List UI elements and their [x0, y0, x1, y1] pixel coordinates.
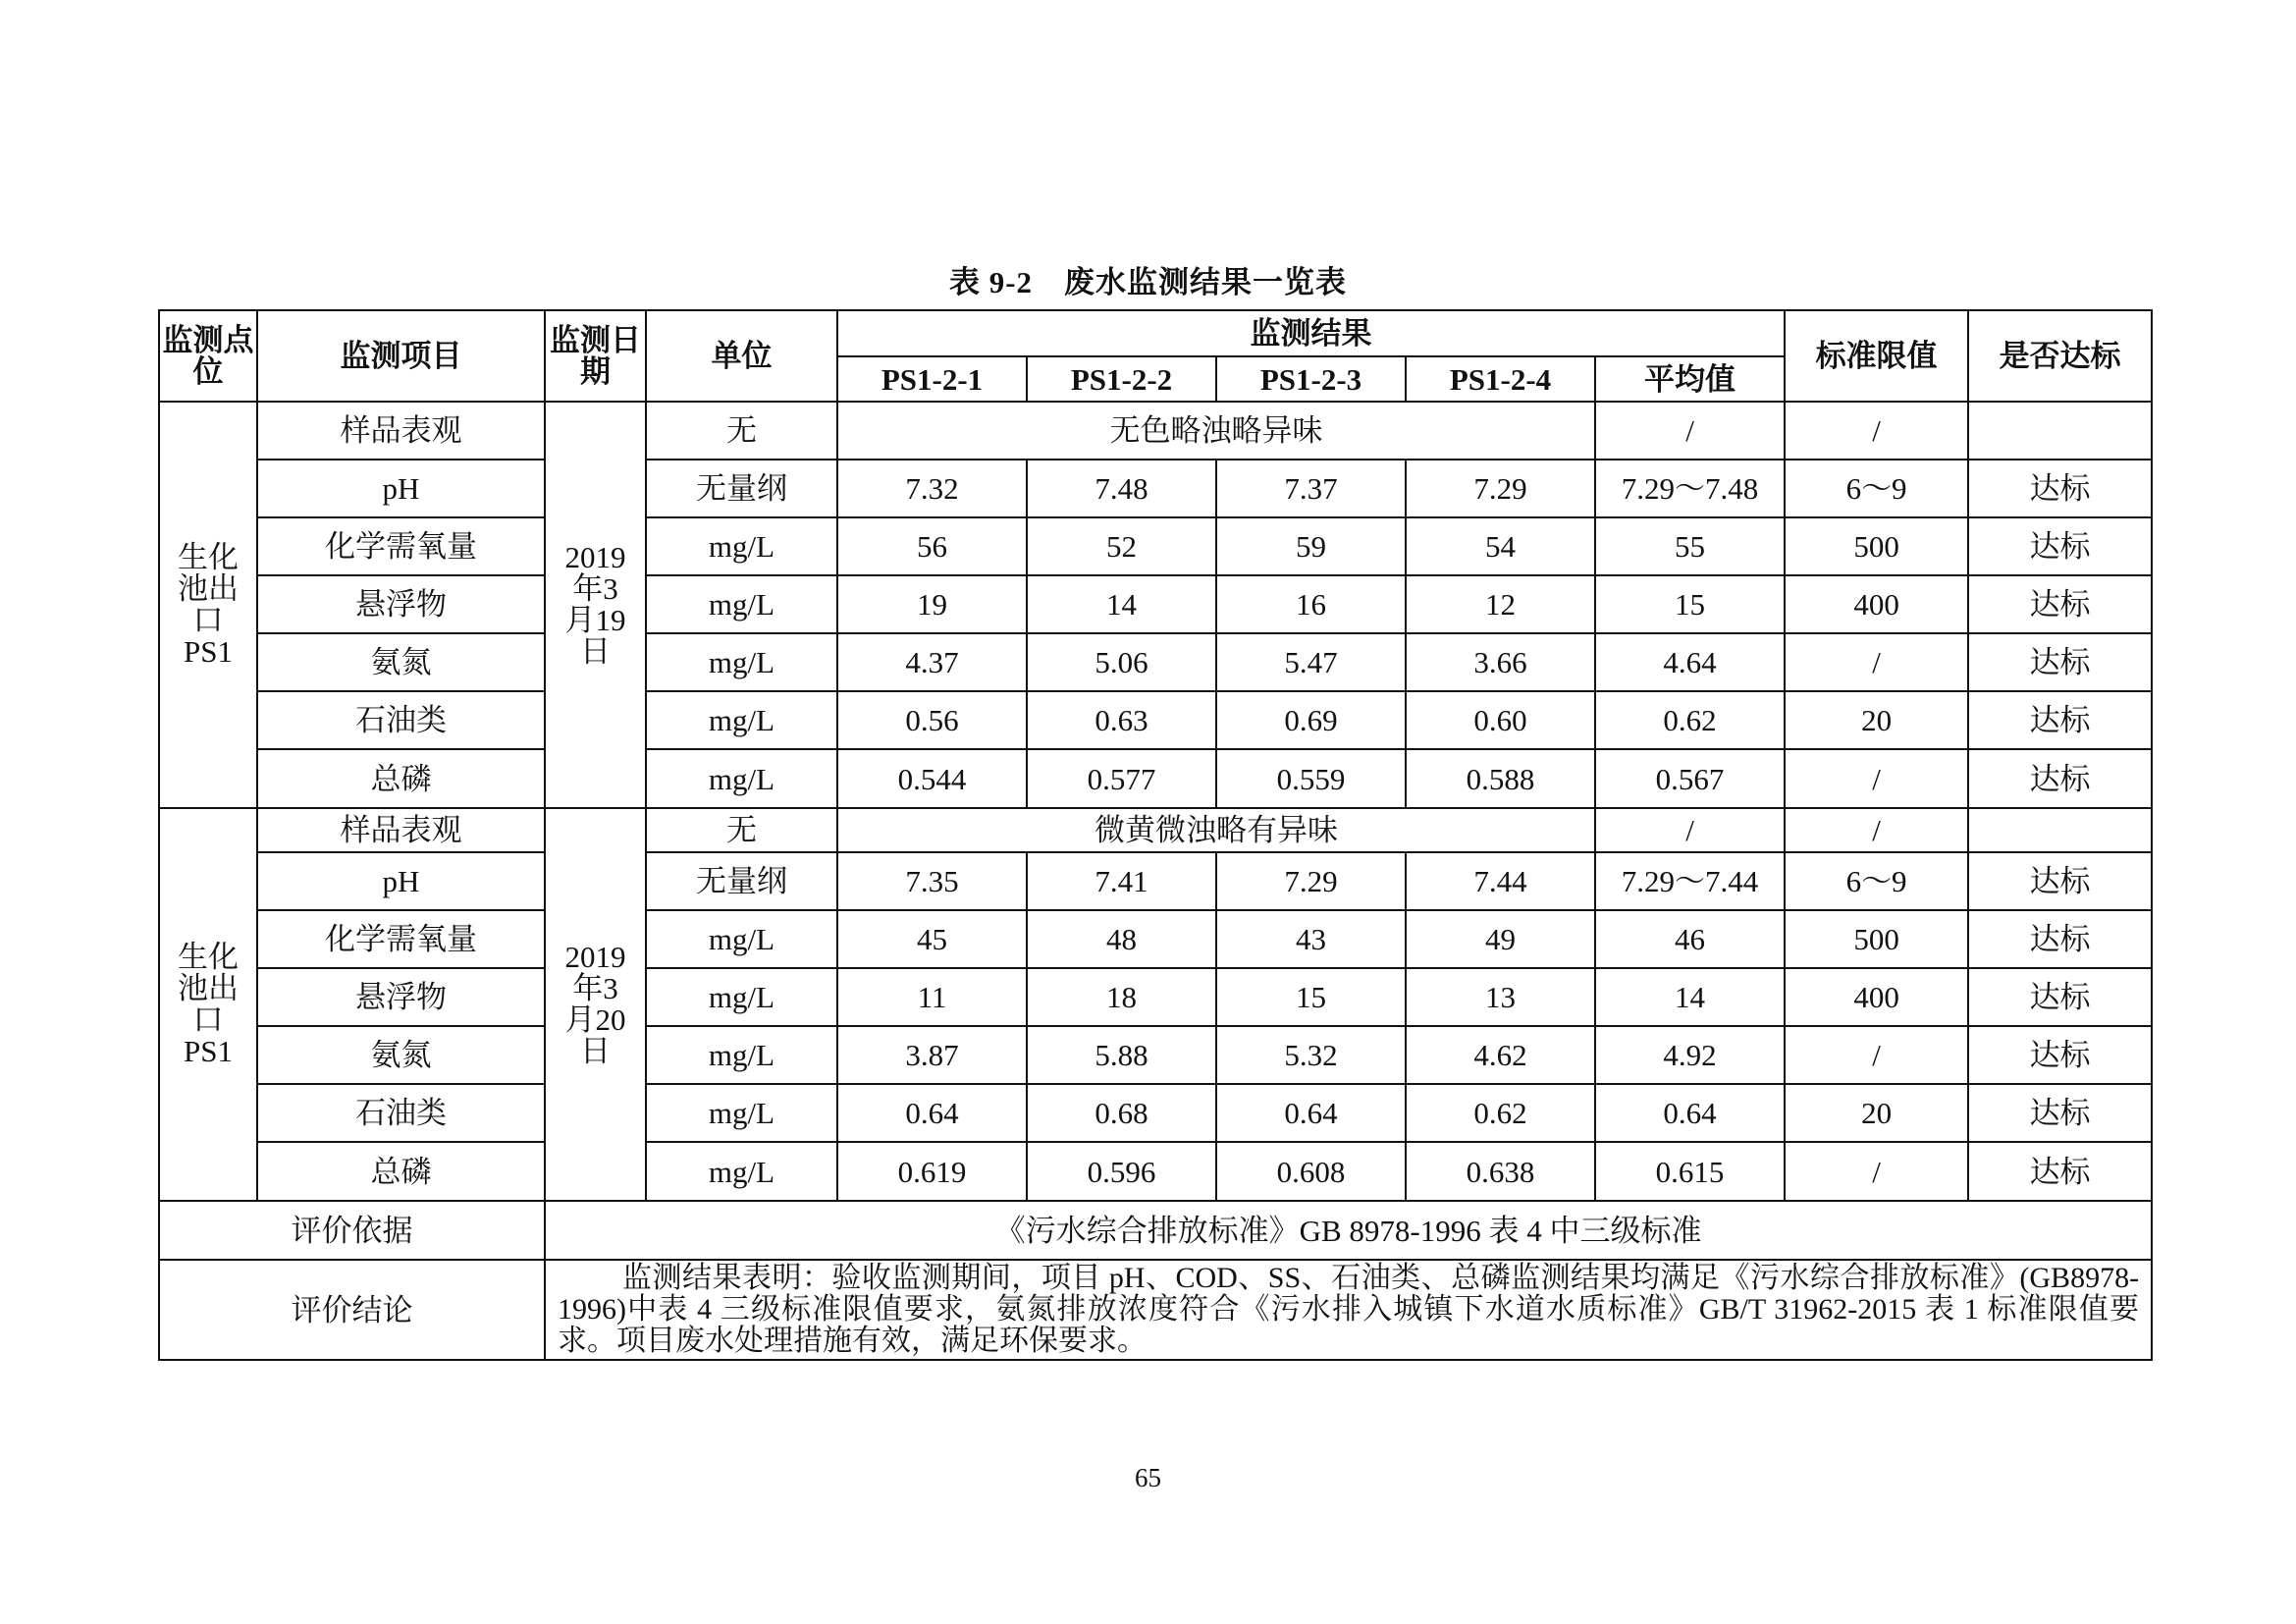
average-cell: /	[1595, 808, 1785, 852]
value-cell: 7.41	[1027, 852, 1216, 910]
compliance-cell	[1968, 402, 2152, 460]
unit-cell: mg/L	[646, 968, 837, 1026]
value-cell: 14	[1027, 575, 1216, 633]
limit-cell: /	[1785, 1142, 1968, 1201]
limit-cell: 500	[1785, 517, 1968, 575]
header-limit: 标准限值	[1785, 310, 1968, 402]
table-row	[159, 1084, 2152, 1142]
average-cell: 0.567	[1595, 749, 1785, 808]
value-cell: 0.559	[1216, 749, 1406, 808]
average-cell: /	[1595, 402, 1785, 460]
monitoring-point-cell: 生化池出口PS1	[159, 808, 257, 1201]
table-row	[159, 691, 2152, 749]
appearance-cell: 微黄微浊略有异味	[837, 808, 1595, 852]
table-row	[159, 517, 2152, 575]
unit-cell: mg/L	[646, 633, 837, 691]
compliance-cell: 达标	[1968, 1142, 2152, 1201]
compliance-cell: 达标	[1968, 460, 2152, 517]
item-cell: pH	[257, 460, 545, 517]
unit-cell: mg/L	[646, 1026, 837, 1084]
item-cell: 氨氮	[257, 633, 545, 691]
header-sample-2: PS1-2-2	[1027, 356, 1216, 402]
value-cell: 52	[1027, 517, 1216, 575]
compliance-cell: 达标	[1968, 1026, 2152, 1084]
value-cell: 0.60	[1406, 691, 1595, 749]
item-cell: 样品表观	[257, 402, 545, 460]
limit-cell: 20	[1785, 1084, 1968, 1142]
page-number: 65	[1135, 1463, 1161, 1492]
value-cell: 3.87	[837, 1026, 1027, 1084]
monitoring-date-cell: 2019年3月19日	[545, 402, 646, 808]
header-average: 平均值	[1595, 356, 1785, 402]
conclusion-row	[159, 1260, 2152, 1360]
limit-cell: /	[1785, 749, 1968, 808]
value-cell: 48	[1027, 910, 1216, 968]
value-cell: 7.44	[1406, 852, 1595, 910]
value-cell: 11	[837, 968, 1027, 1026]
compliance-cell: 达标	[1968, 968, 2152, 1026]
table-body	[159, 310, 2152, 1360]
average-cell: 55	[1595, 517, 1785, 575]
limit-cell: 6～9	[1785, 852, 1968, 910]
value-cell: 54	[1406, 517, 1595, 575]
item-cell: 总磷	[257, 1142, 545, 1201]
unit-cell: mg/L	[646, 1142, 837, 1201]
table-row	[159, 460, 2152, 517]
limit-cell: 400	[1785, 968, 1968, 1026]
unit-cell: 无	[646, 808, 837, 852]
unit-cell: 无量纲	[646, 852, 837, 910]
compliance-cell: 达标	[1968, 749, 2152, 808]
item-cell: 总磷	[257, 749, 545, 808]
value-cell: 49	[1406, 910, 1595, 968]
value-cell: 0.608	[1216, 1142, 1406, 1201]
value-cell: 7.29	[1216, 852, 1406, 910]
limit-cell: /	[1785, 633, 1968, 691]
value-cell: 0.64	[1216, 1084, 1406, 1142]
value-cell: 12	[1406, 575, 1595, 633]
average-cell: 0.62	[1595, 691, 1785, 749]
unit-cell: 无	[646, 402, 837, 460]
header-item: 监测项目	[257, 310, 545, 402]
value-cell: 7.48	[1027, 460, 1216, 517]
value-cell: 0.619	[837, 1142, 1027, 1201]
average-cell: 14	[1595, 968, 1785, 1026]
limit-cell: /	[1785, 1026, 1968, 1084]
monitoring-point-cell: 生化池出口PS1	[159, 402, 257, 808]
header-date: 监测日期	[545, 310, 646, 402]
unit-cell: mg/L	[646, 691, 837, 749]
unit-cell: mg/L	[646, 575, 837, 633]
value-cell: 0.68	[1027, 1084, 1216, 1142]
value-cell: 7.32	[837, 460, 1027, 517]
average-cell: 15	[1595, 575, 1785, 633]
header-sample-3: PS1-2-3	[1216, 356, 1406, 402]
limit-cell: 400	[1785, 575, 1968, 633]
value-cell: 0.64	[837, 1084, 1027, 1142]
value-cell: 0.638	[1406, 1142, 1595, 1201]
header-results: 监测结果	[837, 310, 1785, 356]
table-row	[159, 808, 2152, 852]
table-row	[159, 633, 2152, 691]
unit-cell: mg/L	[646, 749, 837, 808]
table-row	[159, 910, 2152, 968]
value-cell: 56	[837, 517, 1027, 575]
value-cell: 0.596	[1027, 1142, 1216, 1201]
value-cell: 0.62	[1406, 1084, 1595, 1142]
conclusion-cell	[545, 1260, 2152, 1360]
basis-label: 评价依据	[159, 1201, 545, 1260]
compliance-cell: 达标	[1968, 691, 2152, 749]
compliance-cell: 达标	[1968, 517, 2152, 575]
value-cell: 5.06	[1027, 633, 1216, 691]
value-cell: 7.37	[1216, 460, 1406, 517]
compliance-cell: 达标	[1968, 910, 2152, 968]
table-row	[159, 852, 2152, 910]
value-cell: 5.88	[1027, 1026, 1216, 1084]
header-point: 监测点位	[159, 310, 257, 402]
value-cell: 7.35	[837, 852, 1027, 910]
average-cell: 7.29～7.44	[1595, 852, 1785, 910]
item-cell: 样品表观	[257, 808, 545, 852]
value-cell: 0.69	[1216, 691, 1406, 749]
average-cell: 46	[1595, 910, 1785, 968]
header-unit: 单位	[646, 310, 837, 402]
appearance-cell: 无色略浊略异味	[837, 402, 1595, 460]
item-cell: 化学需氧量	[257, 517, 545, 575]
value-cell: 0.544	[837, 749, 1027, 808]
limit-cell: 20	[1785, 691, 1968, 749]
unit-cell: mg/L	[646, 517, 837, 575]
compliance-cell	[1968, 808, 2152, 852]
average-cell: 0.615	[1595, 1142, 1785, 1201]
value-cell: 5.32	[1216, 1026, 1406, 1084]
average-cell: 4.64	[1595, 633, 1785, 691]
value-cell: 13	[1406, 968, 1595, 1026]
limit-cell: /	[1785, 402, 1968, 460]
value-cell: 7.29	[1406, 460, 1595, 517]
unit-cell: mg/L	[646, 910, 837, 968]
average-cell: 7.29～7.48	[1595, 460, 1785, 517]
average-cell: 4.92	[1595, 1026, 1785, 1084]
monitoring-date-cell: 2019年3月20日	[545, 808, 646, 1201]
header-compliance: 是否达标	[1968, 310, 2152, 402]
header-sample-4: PS1-2-4	[1406, 356, 1595, 402]
conclusion-label: 评价结论	[159, 1260, 545, 1360]
conclusion-text: 监测结果表明：验收监测期间，项目 pH、COD、SS、石油类、总磷监测结果均满足《污水综合排放标准》(GB8978-1996)中表 4 三级标准限值要求，氨氮排放浓度符合《污水排入城镇下水道水质标准》GB/T 31962-2015 表 1 标准限值要求。项目废水处理措施有效，满足环保要求。	[558, 1262, 2140, 1357]
value-cell: 0.56	[837, 691, 1027, 749]
compliance-cell: 达标	[1968, 1084, 2152, 1142]
item-cell: 悬浮物	[257, 575, 545, 633]
value-cell: 45	[837, 910, 1027, 968]
value-cell: 5.47	[1216, 633, 1406, 691]
item-cell: 石油类	[257, 691, 545, 749]
value-cell: 0.577	[1027, 749, 1216, 808]
limit-cell: 6～9	[1785, 460, 1968, 517]
value-cell: 4.62	[1406, 1026, 1595, 1084]
item-cell: 化学需氧量	[257, 910, 545, 968]
value-cell: 59	[1216, 517, 1406, 575]
basis-row	[159, 1201, 2152, 1260]
table-row	[159, 575, 2152, 633]
header-row-1	[159, 310, 2152, 356]
compliance-cell: 达标	[1968, 633, 2152, 691]
compliance-cell: 达标	[1968, 575, 2152, 633]
wastewater-results-table	[158, 309, 2153, 1361]
compliance-cell: 达标	[1968, 852, 2152, 910]
value-cell: 19	[837, 575, 1027, 633]
header-sample-1: PS1-2-1	[837, 356, 1027, 402]
limit-cell: /	[1785, 808, 1968, 852]
unit-cell: 无量纲	[646, 460, 837, 517]
unit-cell: mg/L	[646, 1084, 837, 1142]
table-row	[159, 1026, 2152, 1084]
value-cell: 0.588	[1406, 749, 1595, 808]
item-cell: 氨氮	[257, 1026, 545, 1084]
table-caption: 表 9-2 废水监测结果一览表	[948, 265, 1348, 299]
value-cell: 18	[1027, 968, 1216, 1026]
table-row	[159, 968, 2152, 1026]
item-cell: 悬浮物	[257, 968, 545, 1026]
table-row	[159, 749, 2152, 808]
item-cell: 石油类	[257, 1084, 545, 1142]
table-row	[159, 402, 2152, 460]
value-cell: 16	[1216, 575, 1406, 633]
basis-text: 《污水综合排放标准》GB 8978-1996 表 4 中三级标准	[545, 1201, 2152, 1260]
value-cell: 3.66	[1406, 633, 1595, 691]
item-cell: pH	[257, 852, 545, 910]
table-row	[159, 1142, 2152, 1201]
limit-cell: 500	[1785, 910, 1968, 968]
value-cell: 0.63	[1027, 691, 1216, 749]
value-cell: 4.37	[837, 633, 1027, 691]
value-cell: 15	[1216, 968, 1406, 1026]
average-cell: 0.64	[1595, 1084, 1785, 1142]
value-cell: 43	[1216, 910, 1406, 968]
